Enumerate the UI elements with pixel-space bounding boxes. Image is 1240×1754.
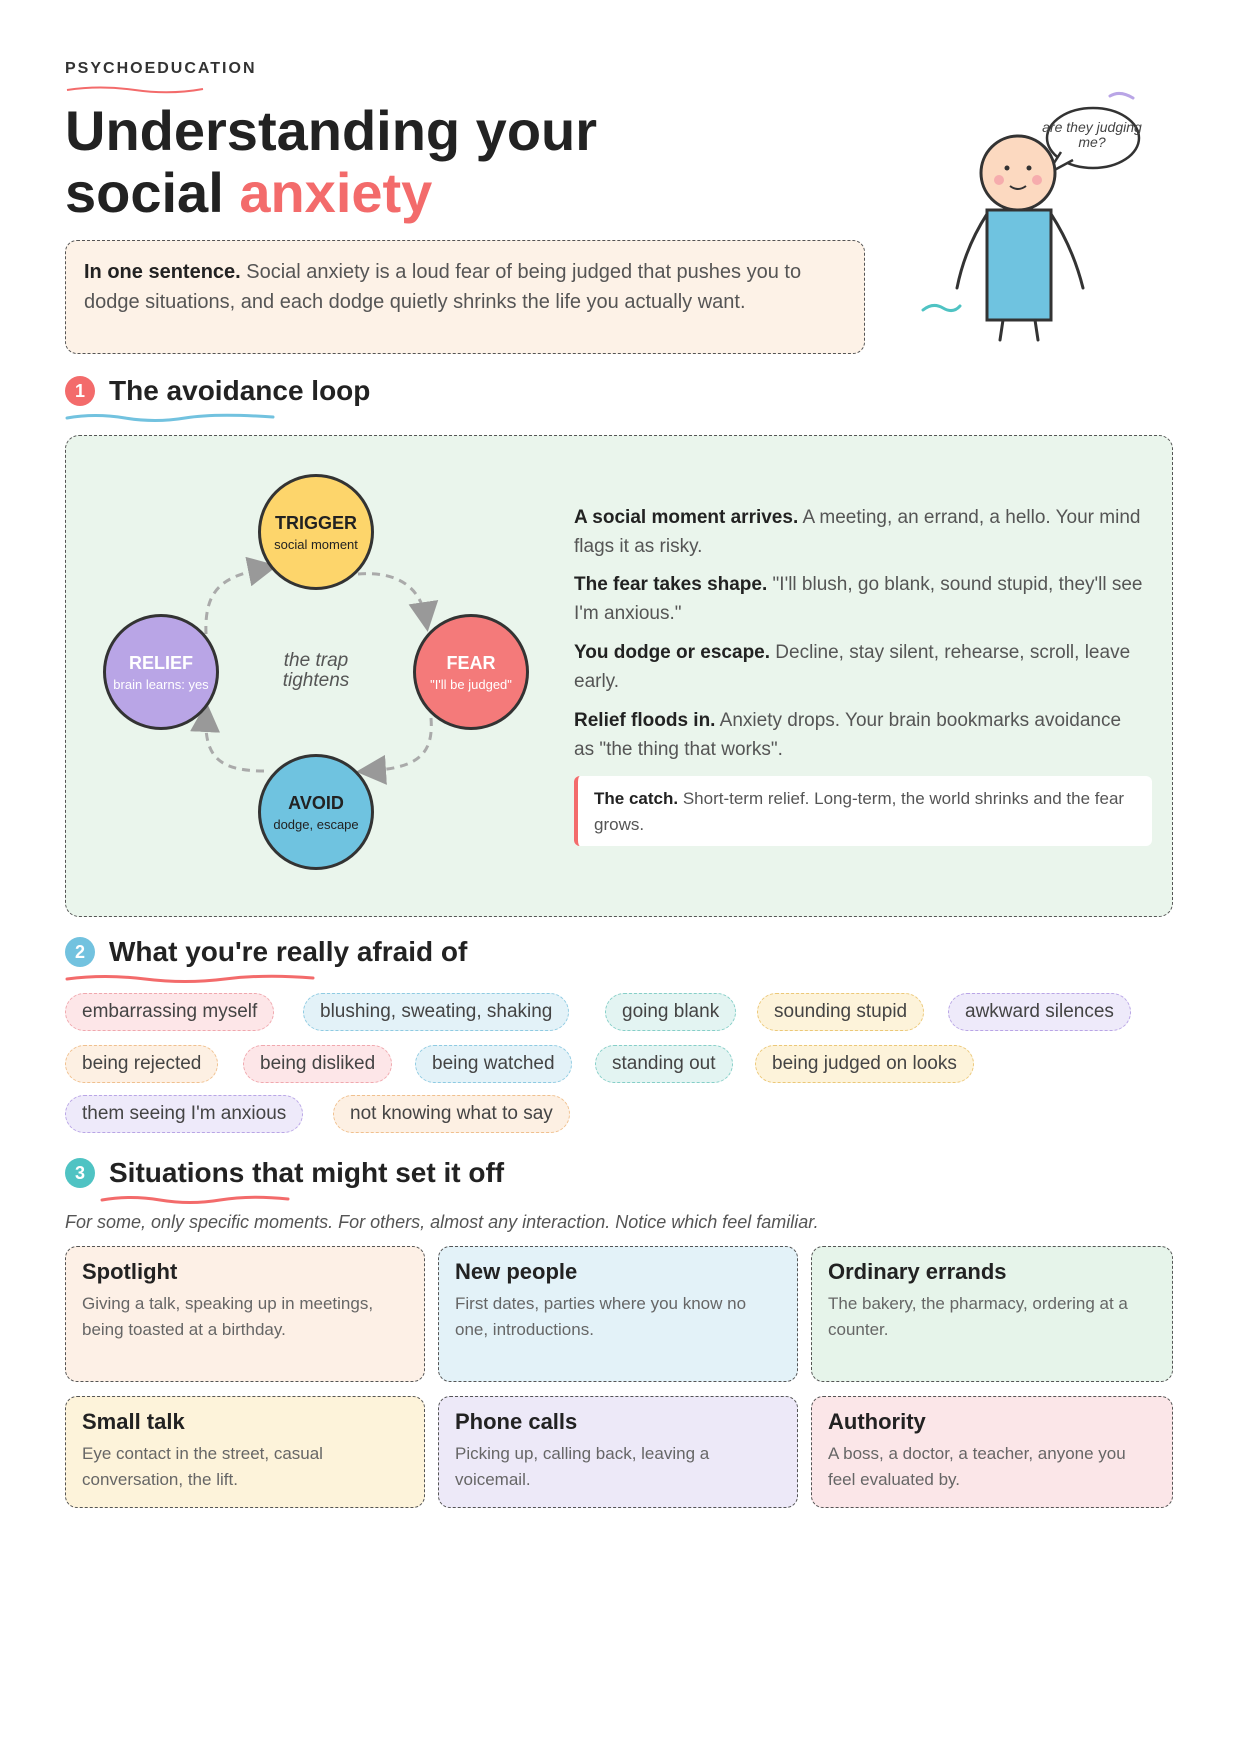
situation-card-new-people [438,1246,798,1382]
title-plain: social [65,161,240,224]
loop-node-trigger [258,474,374,590]
card-title: Spotlight [82,1259,178,1284]
node-title: AVOID [288,792,344,813]
title-line-2 [65,162,597,224]
node-subtitle: social moment [274,536,358,552]
step-text: A meeting, an errand, a hello. Your mind flags it as risky. [574,507,1141,557]
situation-card-spotlight [65,1246,425,1382]
section-title-3: Situations that might set it off [109,1157,505,1188]
loop-step-4 [574,706,1144,764]
node-subtitle: "I'll be judged" [430,676,512,692]
fear-chip: going blank [605,993,736,1031]
situation-card-phone-calls [438,1396,798,1508]
section-3-underline [100,1194,290,1206]
catch-lead: The catch. [594,789,679,808]
card-title: Small talk [82,1409,185,1434]
section-title-2: What you're really afraid of [109,936,468,967]
step-lead: You dodge or escape. [574,642,771,663]
speech-bubble-text: are they judging me? [1042,119,1142,150]
node-title: RELIEF [128,652,193,673]
section-heading-loop [65,375,370,407]
section-heading-situations [65,1157,504,1189]
card-text: Picking up, calling back, leaving a voicemail. [455,1444,710,1489]
section-title-1: The avoidance loop [109,375,371,406]
loop-node-avoid [258,754,374,870]
loop-node-fear [413,614,529,730]
step-lead: A social moment arrives. [574,507,799,528]
fear-chip: not knowing what to say [333,1095,570,1133]
loop-center-label [266,651,366,691]
section-2-underline [65,973,315,985]
card-title: New people [455,1259,578,1284]
node-title: FEAR [446,652,496,673]
section-number-1: 1 [65,376,95,406]
avoidance-loop-panel [65,435,1173,917]
loop-step-2 [574,570,1144,628]
fear-chip: embarrassing myself [65,993,274,1031]
catch-callout [574,776,1152,846]
node-subtitle: dodge, escape [273,816,359,832]
summary-box [65,240,865,354]
fear-chip: standing out [595,1045,733,1083]
step-text: Decline, stay silent, rehearse, scroll, leave early. [574,642,1131,692]
card-title: Phone calls [455,1409,578,1434]
situations-intro: For some, only specific moments. For others, almost any interaction. Notice which feel familiar. [65,1212,819,1232]
section-heading-fears [65,936,467,968]
fear-chip: sounding stupid [757,993,924,1031]
section-number-3: 3 [65,1158,95,1188]
loop-center-line-1: the trap [283,650,349,671]
loop-step-1 [574,503,1144,561]
card-text: The bakery, the pharmacy, ordering at a counter. [828,1294,1128,1339]
fear-chip: being rejected [65,1045,218,1083]
situation-card-small-talk [65,1396,425,1508]
situation-card-authority [811,1396,1173,1508]
card-text: First dates, parties where you know no one, introductions. [455,1294,747,1339]
section-number-2: 2 [65,937,95,967]
title-accent: anxiety [239,161,433,224]
title-line-1: Understanding your [65,99,598,162]
card-title: Authority [828,1409,926,1434]
fear-chip: awkward silences [948,993,1131,1031]
card-text: Giving a talk, speaking up in meetings, being toasted at a birthday. [82,1294,374,1339]
card-text: A boss, a doctor, a teacher, anyone you feel evaluated by. [828,1444,1126,1489]
node-title: TRIGGER [274,512,357,533]
fear-chip: blushing, sweating, shaking [303,993,569,1031]
fear-chip: being judged on looks [755,1045,974,1083]
catch-text: Short-term relief. Long-term, the world shrinks and the fear grows. [594,789,1125,834]
step-lead: The fear takes shape. [574,574,768,595]
summary-lead: In one sentence. [84,261,241,283]
page-title [65,100,597,224]
card-title: Ordinary errands [828,1259,1007,1284]
card-text: Eye contact in the street, casual conversation, the lift. [82,1444,323,1489]
fear-chip: being watched [415,1045,572,1083]
eyebrow-underline [65,84,205,94]
step-text: Anxiety drops. Your brain bookmarks avoidance as "the thing that works". [574,710,1122,760]
summary-text: Social anxiety is a loud fear of being judged that pushes you to dodge situations, and each dodge quietly shrinks the life you actually want. [84,261,802,313]
node-subtitle: brain learns: yes [113,676,209,692]
loop-step-3 [574,638,1144,696]
loop-center-line-2: tightens [282,670,350,691]
loop-node-relief [103,614,219,730]
fear-chip: them seeing I'm anxious [65,1095,303,1133]
step-text: "I'll blush, go blank, sound stupid, they'll see I'm anxious." [574,574,1143,624]
section-1-underline [65,412,275,424]
step-lead: Relief floods in. [574,710,716,731]
eyebrow-label: PSYCHOEDUCATION [65,60,257,77]
fear-chip: being disliked [243,1045,392,1083]
situation-card-errands [811,1246,1173,1382]
